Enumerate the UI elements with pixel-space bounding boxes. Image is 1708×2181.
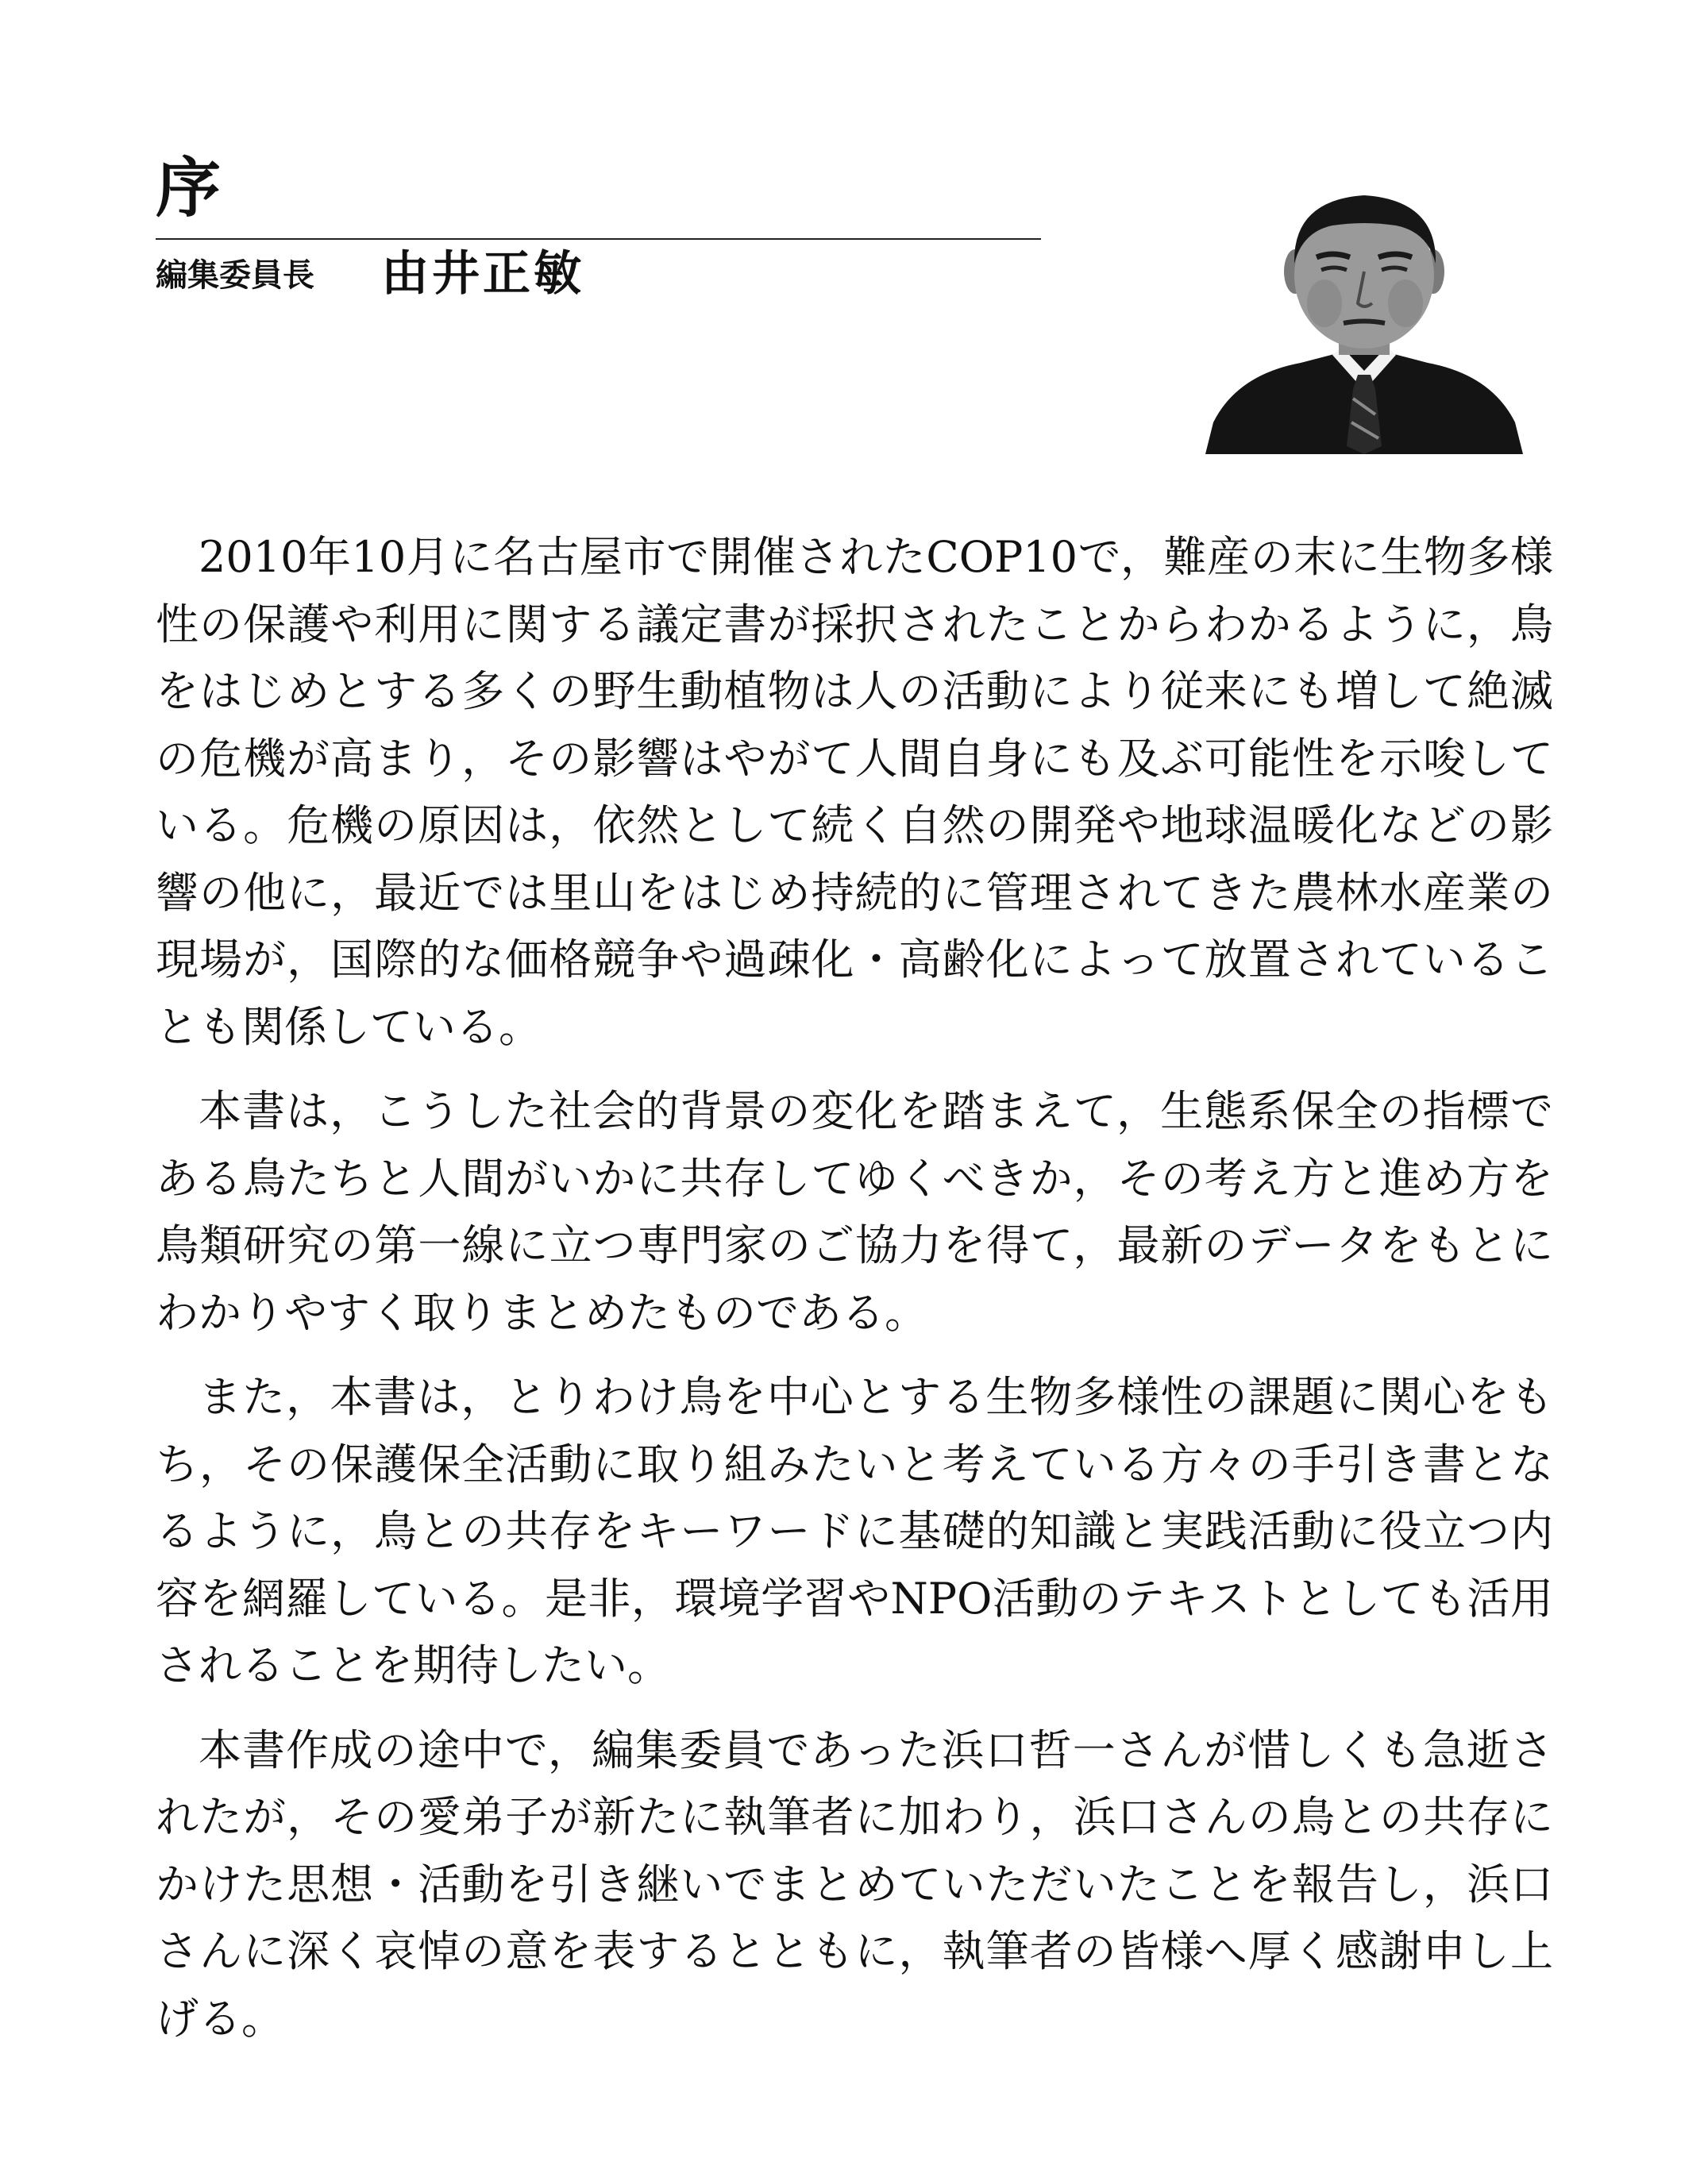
author-role: 編集委員長 (156, 257, 314, 294)
page-title: 序 (156, 150, 222, 226)
author-name: 由井正敏 (381, 246, 584, 302)
paragraph-3: また，本書は，とりわけ鳥を中心とする生物多様性の課題に関心をもち，その保護保全活動に取り組みたいと考えている方々の手引き書となるように，鳥との共存をキーワードに基礎的知識と実践活動に役立つ内容を網羅している。是非，環境学習やNPO活動のテキストとしても活用されることを期待したい。 (156, 1372, 1553, 1690)
paragraph-2: 本書は，こうした社会的背景の変化を踏まえて，生態系保全の指標である鳥たちと人間がいかに共存してゆくべきか，その考え方と進め方を鳥類研究の第一線に立つ専門家のご協力を得て，最新のデータをもとにわかりやすく取りまとめたものである。 (156, 1086, 1553, 1338)
title-rule (156, 238, 1041, 240)
portrait-photo-icon (1205, 184, 1523, 454)
paragraph-1: 2010年10月に名古屋市で開催されたCOP10で，難産の末に生物多様性の保護や利用に関する議定書が採択されたことからわかるように，鳥をはじめとする多くの野生動植物は人の活動により従来にも増して絶滅の危機が高まり，その影響はやがて人間自身にも及ぶ可能性を示唆している。危機の原因は，依然として続く自然の開発や地球温暖化などの影響の他に，最近では里山をはじめ持続的に管理されてきた農林水産業の現場が，国際的な価格競争や過疎化・高齢化によって放置されていることも関係している。 (156, 532, 1553, 1052)
preface-body (156, 524, 1553, 2070)
paragraph-4: 本書作成の途中で，編集委員であった浜口哲一さんが惜しくも急逝されたが，その愛弟子が新たに執筆者に加わり，浜口さんの鳥との共存にかけた思想・活動を引き継いでまとめていただいたことを報告し，浜口さんに深く哀悼の意を表するとともに，執筆者の皆様へ厚く感謝申し上げる。 (156, 1724, 1553, 2044)
